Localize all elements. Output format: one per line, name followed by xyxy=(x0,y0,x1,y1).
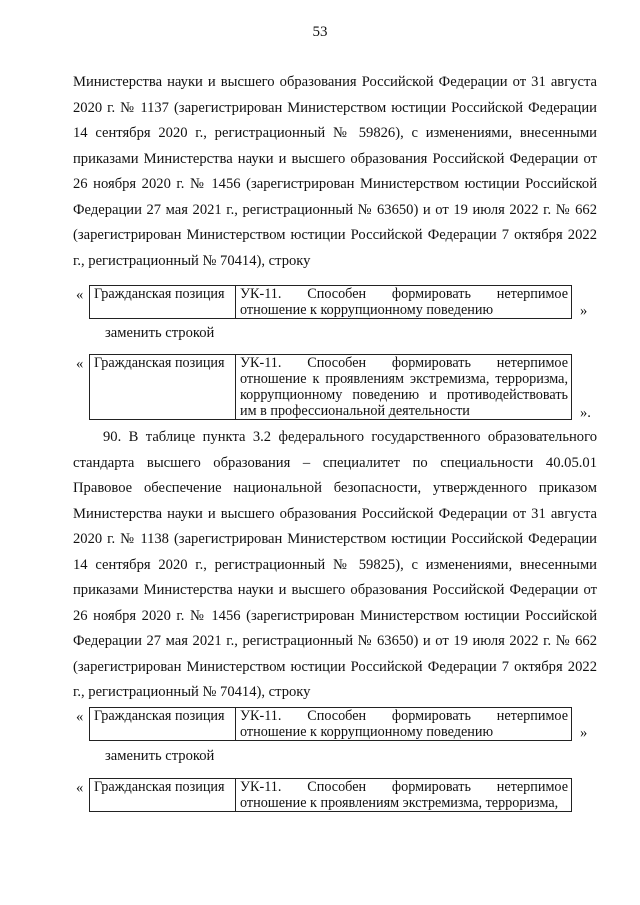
paragraph-1: Министерства науки и высшего образования Российской Федерации от 31 августа 2020 г. № 1137 (зарегистрирован Министерством юстиции Российской Федерации 14 сентября 2020 г., регистрационный № 59826), с изменениями, внесенными приказами Министерства науки и высшего образования Российской Федерации от 26 ноября 2020 г. № 1456 (зарегистрирован Министерством юстиции Российской Федерации 27 мая 2021 г., регистрационный № 63650) и от 19 июля 2022 г. № 662 (зарегистрирован Министерством юстиции Российской Федерации 7 октября 2022 г., регистрационный № 70414), строку xyxy=(73,74,597,269)
description-line: УК-11. Способен формировать нетерпимое xyxy=(240,355,568,371)
competency-description xyxy=(236,355,572,420)
close-quote: » xyxy=(580,303,588,319)
competency-table xyxy=(89,354,572,420)
description-line: отношение к коррупционному поведению xyxy=(240,302,494,318)
open-quote: « xyxy=(76,709,84,725)
competency-category: Гражданская позиция xyxy=(90,708,236,741)
description-line: отношение к проявлениям экстремизма, терроризма, xyxy=(240,371,568,387)
competency-table xyxy=(89,285,572,319)
competency-description xyxy=(236,286,572,319)
description-line: УК-11. Способен формировать нетерпимое xyxy=(240,779,568,795)
competency-table xyxy=(89,707,572,741)
description-line: отношение к проявлениям экстремизма, терроризма, xyxy=(240,795,559,811)
competency-description xyxy=(236,779,572,812)
competency-description xyxy=(236,708,572,741)
description-line: коррупционному поведению и противодействовать xyxy=(240,387,568,403)
paragraph-2: 90. В таблице пункта 3.2 федерального государственного образовательного стандарта высшего образования – специалитет по специальности 40.05.01 Правовое обеспечение национальной безопасности, утвержденного приказом Министерства науки и высшего образования Российской Федерации от 31 августа 2020 г. № 1138 (зарегистрирован Министерством юстиции Российской Федерации 14 сентября 2020 г., регистрационный № 59825), с изменениями, внесенными приказами Министерства науки и высшего образования Российской Федерации от 26 ноября 2020 г. № 1456 (зарегистрирован Министерством юстиции Российской Федерации 27 мая 2021 г., регистрационный № 63650) и от 19 июля 2022 г. № 662 (зарегистрирован Министерством юстиции Российской Федерации 7 октября 2022 г., регистрационный № 70414), строку xyxy=(73,429,597,700)
competency-category: Гражданская позиция xyxy=(90,286,236,319)
open-quote: « xyxy=(76,287,84,303)
description-line: УК-11. Способен формировать нетерпимое xyxy=(240,708,568,724)
competency-category: Гражданская позиция xyxy=(90,355,236,420)
open-quote: « xyxy=(76,780,84,796)
replace-instruction: заменить строкой xyxy=(105,748,215,764)
open-quote: « xyxy=(76,356,84,372)
close-quote: ». xyxy=(580,405,591,421)
description-line: им в профессиональной деятельности xyxy=(240,403,470,419)
page-number: 53 xyxy=(312,24,328,40)
competency-table xyxy=(89,778,572,812)
description-line: отношение к коррупционному поведению xyxy=(240,724,494,740)
description-line: УК-11. Способен формировать нетерпимое xyxy=(240,286,568,302)
close-quote: » xyxy=(580,725,588,741)
replace-instruction: заменить строкой xyxy=(105,325,215,341)
competency-category: Гражданская позиция xyxy=(90,779,236,812)
